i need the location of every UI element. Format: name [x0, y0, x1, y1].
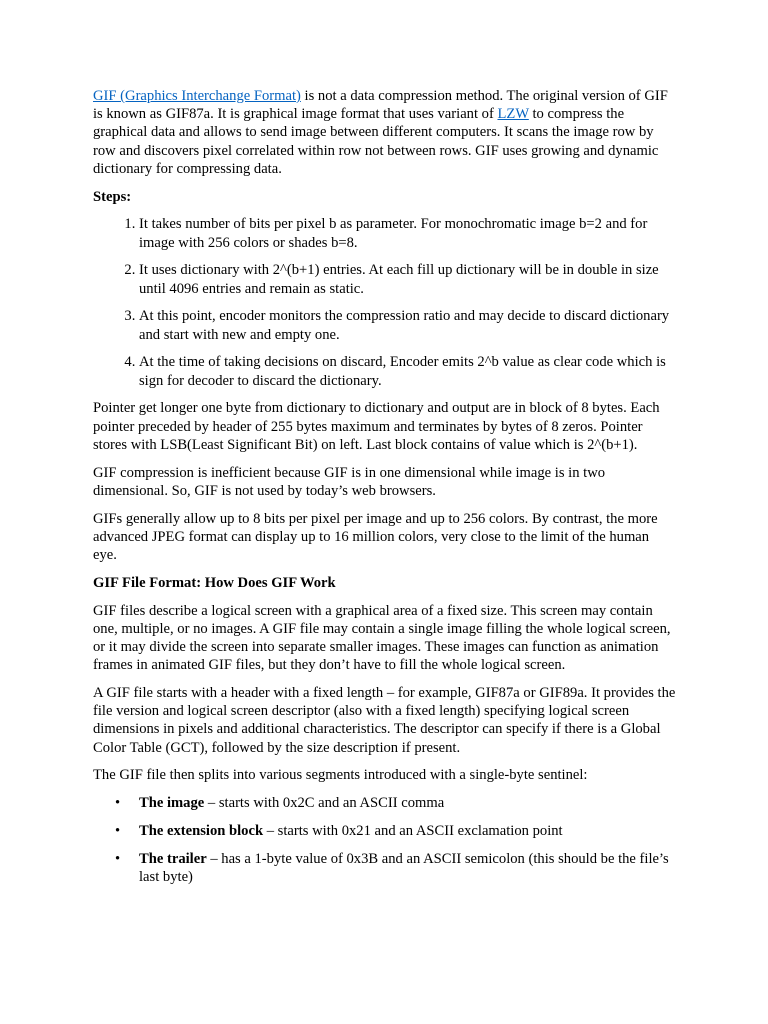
- segment-desc: – has a 1-byte value of 0x3B and an ASCII semicolon (this should be the file’s last byte): [139, 850, 669, 886]
- bullet-icon: •: [115, 795, 121, 812]
- colors-paragraph: GIFs generally allow up to 8 bits per pixel per image and up to 256 colors. By contrast, the more advanced JPEG format can display up to 16 million colors, very close to the limit of the human eye.: [93, 510, 658, 564]
- segment-item: [115, 850, 676, 886]
- intro-text-b: to compress the graphical data and allows to send image between different computers. It scans the image row by row and discovers pixel correlated within row not between rows. GIF uses growing and dynamic dictionary for compressing data.: [93, 106, 659, 177]
- segment-term: The trailer: [139, 850, 207, 867]
- step-item: 1. It takes number of bits per pixel b as parameter. For monochromatic image b=2 and for image with 256 colors or shades b=8.: [139, 215, 676, 251]
- steps-heading: Steps:: [93, 188, 132, 205]
- step-item: 4. At the time of taking decisions on discard, Encoder emits 2^b value as clear code which is sign for decoder to discard the dictionary.: [139, 353, 676, 389]
- intro-paragraph: [93, 87, 676, 178]
- header-paragraph: A GIF file starts with a header with a fixed length – for example, GIF87a or GIF89a. It provides the file version and logical screen descriptor (also with a fixed length) specifying logical screen dimensions in pixels and additional characteristics. The descriptor can specify if there is a Global Color Table (GCT), followed by the size description if present.: [93, 685, 676, 756]
- steps-list: [93, 215, 676, 389]
- step-item: 3. At this point, encoder monitors the compression ratio and may decide to discard dictionary and start with new and empty one.: [139, 307, 676, 343]
- segment-desc: – starts with 0x21 and an ASCII exclamation point: [263, 823, 563, 840]
- segment-term: The extension block: [139, 823, 264, 840]
- segments-intro-paragraph: The GIF file then splits into various segments introduced with a single-byte sentinel:: [93, 767, 588, 784]
- segment-item: [115, 822, 676, 840]
- bullet-icon: •: [115, 850, 121, 867]
- segment-term: The image: [139, 795, 205, 812]
- segments-list: [93, 794, 676, 886]
- inefficient-paragraph: GIF compression is inefficient because GIF is in one dimensional while image is in two dimensional. So, GIF is not used by today’s web browsers.: [93, 464, 606, 499]
- segment-item: [115, 794, 676, 812]
- bullet-icon: •: [115, 823, 121, 840]
- intro-text-a: is not a data compression method. The original version of GIF is known as GIF87a. It is graphical image format that uses variant of: [93, 88, 668, 123]
- logical-screen-paragraph: GIF files describe a logical screen with a graphical area of a fixed size. This screen may contain one, multiple, or no images. A GIF file may contain a single image filling the whole logical screen, or it may divide the screen into separate smaller images. These images can function as animation frames in animated GIF files, but they don’t have to fill the whole logical screen.: [93, 602, 671, 674]
- gif-link[interactable]: GIF (Graphics Interchange Format): [93, 88, 301, 104]
- segment-desc: – starts with 0x2C and an ASCII comma: [204, 795, 445, 812]
- step-item: 2. It uses dictionary with 2^(b+1) entries. At each fill up dictionary will be in double in size until 4096 entries and remain as static.: [139, 261, 676, 297]
- format-heading: GIF File Format: How Does GIF Work: [93, 574, 336, 591]
- lzw-link[interactable]: LZW: [497, 106, 529, 123]
- pointer-paragraph: Pointer get longer one byte from dictionary to dictionary and output are in block of 8 bytes. Each pointer preceded by header of 255 bytes maximum and terminates by bytes of 8 zeros. Pointer stores with LSB(Least Significant Bit) on left. Last block contains of value which is 2^(b+1).: [93, 400, 660, 453]
